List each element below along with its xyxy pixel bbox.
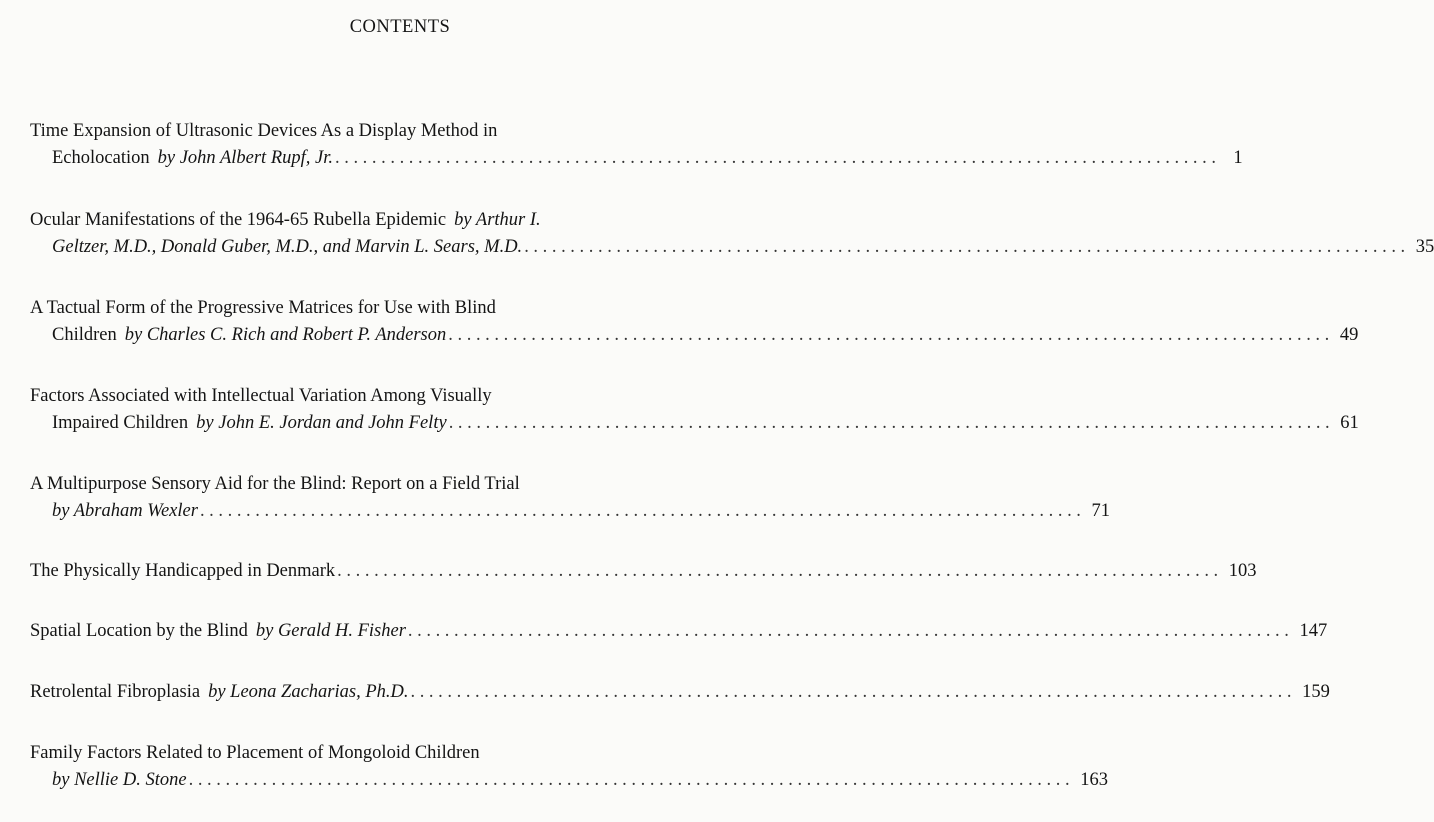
entry-page-number: 163 — [1080, 770, 1108, 790]
toc-entry[interactable] — [30, 679, 1330, 706]
entry-title: Spatial Location by the Blind — [30, 621, 248, 641]
dot-leader: ................................................................................................ — [188, 770, 1075, 790]
toc-entry[interactable] — [30, 618, 1328, 645]
entry-authors: by Nellie D. Stone — [52, 770, 187, 790]
dot-leader: ................................................................................................ — [410, 682, 1297, 702]
toc-entry[interactable] — [30, 118, 1243, 172]
dot-leader: ................................................................................................ — [448, 413, 1335, 433]
entry-authors: Geltzer, M.D., Donald Guber, M.D., and Marvin L. Sears, M.D. — [52, 237, 523, 257]
entry-title-line1: A Multipurpose Sensory Aid for the Blind: Report on a Field Trial — [30, 474, 520, 494]
toc-entry[interactable] — [30, 207, 1434, 261]
dot-leader: ................................................................................................ — [337, 561, 1223, 581]
entry-page-number: 71 — [1091, 501, 1111, 521]
entry-authors: by Gerald H. Fisher — [255, 621, 406, 641]
entry-page-number: 147 — [1299, 621, 1328, 641]
entry-title-line1: Family Factors Related to Placement of Mongoloid Children — [30, 743, 480, 763]
entry-page-number: 49 — [1339, 325, 1359, 345]
entry-page-number: 103 — [1228, 561, 1257, 581]
dot-leader: ................................................................................................ — [448, 325, 1334, 345]
entry-authors: by John E. Jordan and John Felty — [196, 413, 447, 433]
dot-leader: ................................................................................................ — [524, 237, 1410, 257]
dot-leader: ................................................................................................ — [199, 501, 1086, 521]
dot-leader: ................................................................................................ — [407, 621, 1294, 641]
toc-entry[interactable] — [30, 383, 1359, 437]
dot-leader: ................................................................................................ — [335, 148, 1221, 168]
toc-entry[interactable] — [30, 471, 1111, 525]
toc-entry[interactable] — [30, 740, 1108, 794]
entry-page-number: 159 — [1302, 682, 1330, 702]
contents-heading: CONTENTS — [349, 17, 451, 37]
entry-page-number: 35 — [1415, 237, 1434, 257]
entry-title-line2: Children — [52, 325, 117, 345]
entry-page-number: 1 — [1233, 148, 1243, 168]
entry-title-line1: Ocular Manifestations of the 1964-65 Rubella Epidemic — [30, 210, 447, 230]
entry-title-line1: Time Expansion of Ultrasonic Devices As a Display Method in — [30, 121, 498, 141]
entry-page-number: 61 — [1340, 413, 1359, 433]
entry-title-line1: Factors Associated with Intellectual Variation Among Visually — [30, 386, 492, 406]
toc-entry[interactable] — [30, 558, 1257, 585]
toc-entry[interactable] — [30, 295, 1359, 349]
entry-title-line1: A Tactual Form of the Progressive Matrices for Use with Blind — [30, 298, 496, 318]
entry-title-line2: Echolocation — [52, 148, 150, 168]
entry-authors: by Leona Zacharias, Ph.D. — [208, 682, 409, 702]
entry-authors-line1: by Arthur I. — [454, 210, 541, 230]
entry-title: Retrolental Fibroplasia — [30, 682, 201, 702]
entry-title-line2: Impaired Children — [52, 413, 189, 433]
entry-authors: by Abraham Wexler — [52, 501, 198, 521]
entry-authors: by John Albert Rupf, Jr. — [157, 148, 333, 168]
entry-title: The Physically Handicapped in Denmark — [30, 561, 336, 581]
entry-authors: by Charles C. Rich and Robert P. Anderson — [124, 325, 447, 345]
